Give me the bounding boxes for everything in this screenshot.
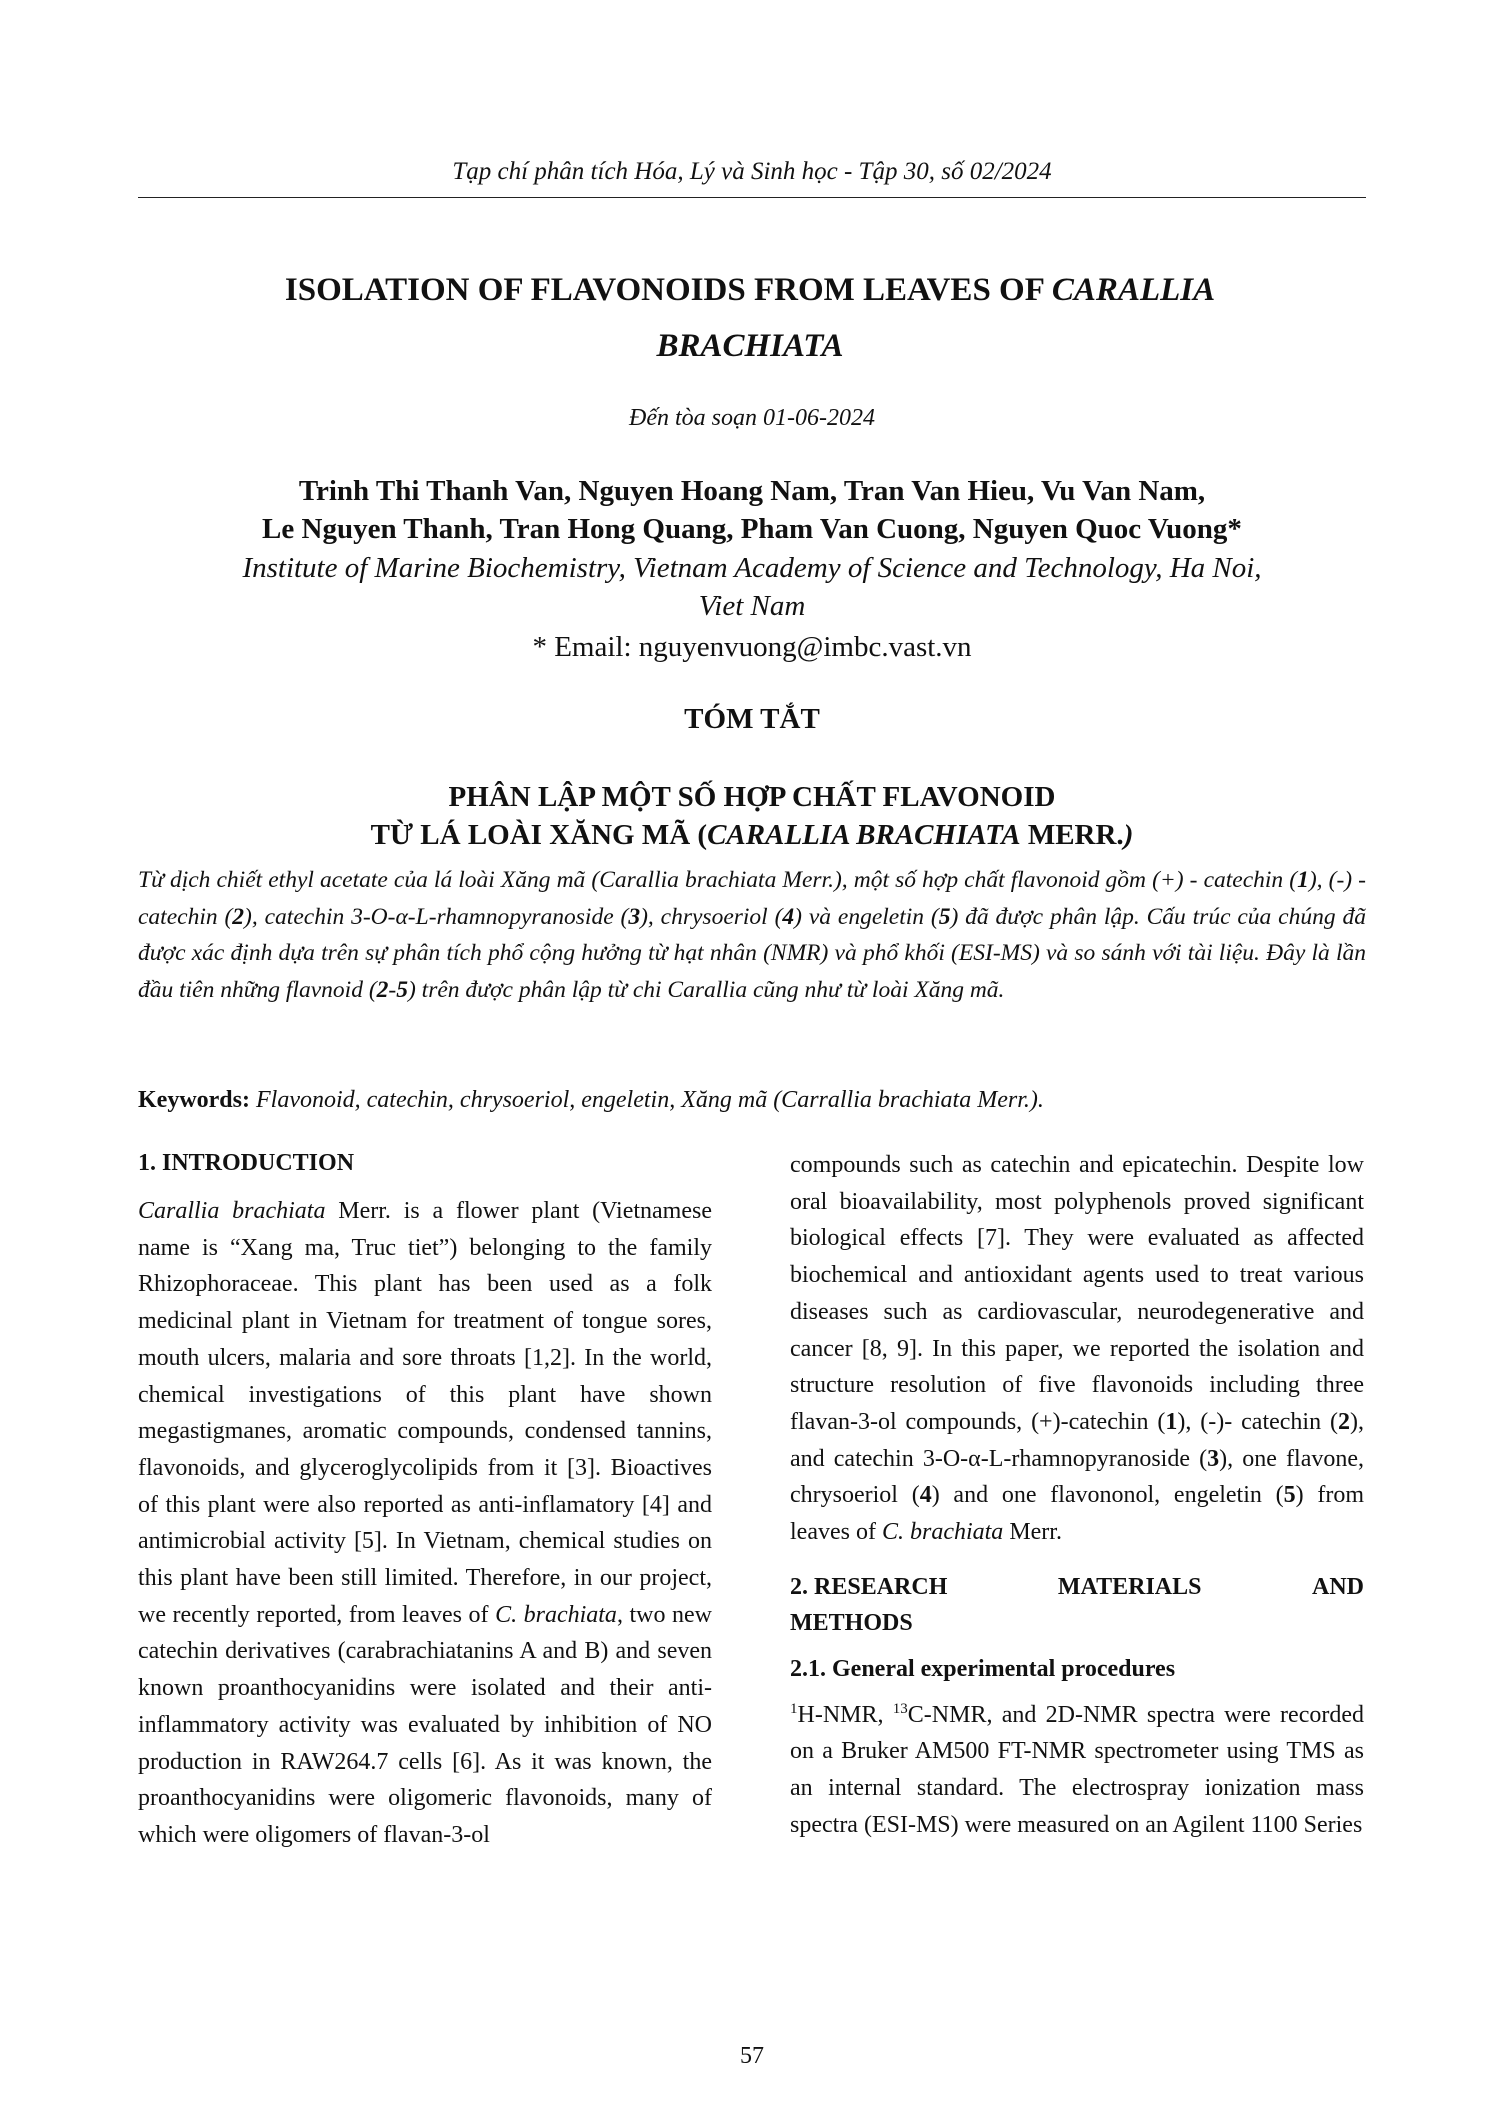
- authors-line2: Le Nguyen Thanh, Tran Hong Quang, Pham Van Cuong, Nguyen Quoc Vuong*: [262, 513, 1242, 545]
- authors-line1: Trinh Thi Thanh Van, Nguyen Hoang Nam, Tran Van Hieu, Vu Van Nam,: [298, 475, 1206, 507]
- compound-number: 5: [1283, 1482, 1296, 1509]
- body-run: , two new catechin derivatives (carabrachiatanins A and B) and seven known proanthocyanidins were isolated and their anti-inflammatory activity was evaluated by inhibition of NO production in RAW264.7 cells [6]. As it was known, the proanthocyanidins were oligomeric flavonoids, many of which were oligomers of flavan-3-ol: [138, 1601, 712, 1848]
- introduction-paragraph-part1: [138, 1193, 712, 1854]
- author-list: [138, 472, 1366, 548]
- abstract-run: ) trên được phân lập từ chi Carallia cũng như từ loài Xăng mã.: [407, 976, 1005, 1003]
- body-run: H-NMR,: [797, 1701, 893, 1728]
- abstract-run: Từ dịch chiết ethyl acetate của lá loài Xăng mã (Carallia brachiata Merr.), một số hợp chất flavonoid gồm (+) - catechin (: [138, 867, 1298, 893]
- section-heading-methods: [790, 1569, 1364, 1641]
- paper-title: [160, 262, 1340, 374]
- abstract-run: ), catechin 3-O-α-L-rhamnopyranoside (: [244, 903, 629, 930]
- title-line2-italic: BRACHIATA: [656, 328, 844, 364]
- compound-number: 2: [232, 903, 245, 930]
- compound-number: 1: [1165, 1408, 1178, 1435]
- compound-number: 2: [1338, 1408, 1350, 1435]
- vn-title-line2-italic: CARALLIA BRACHIATA: [707, 819, 1021, 851]
- body-run: C-NMR, and 2D-NMR spectra were recorded on a Bruker AM500 FT-NMR spectrometer using TMS as an internal standard. The electrospray ionization mass spectra (ESI-MS) were measured on an Agilent 1100 Series: [790, 1701, 1364, 1838]
- body-run: ), and catechin 3-O-α-L-rhamnopyranoside (: [790, 1408, 1364, 1472]
- running-header: Tạp chí phân tích Hóa, Lý và Sinh học - Tập 30, số 02/2024: [452, 158, 1052, 185]
- body-run: ), one flavone, chrysoeriol (: [790, 1445, 1365, 1509]
- corresponding-email: * Email: nguyenvuong@imbc.vast.vn: [532, 631, 972, 663]
- vn-title-line1: PHÂN LẬP MỘT SỐ HỢP CHẤT FLAVONOID: [448, 781, 1056, 813]
- heading-word: METHODS: [790, 1609, 913, 1636]
- title-line1-italic: CARALLIA: [1051, 272, 1216, 308]
- affiliation: [138, 549, 1366, 625]
- species-name: Carallia brachiata: [138, 1198, 326, 1224]
- methods-paragraph: [790, 1697, 1364, 1844]
- compound-number: 5: [396, 976, 408, 1003]
- body-column-right: [790, 1147, 1364, 1844]
- body-column-left: [138, 1145, 712, 1854]
- abstract-run: -: [388, 976, 397, 1003]
- body-run: compounds such as catechin and epicatechin. Despite low oral bioavailability, most polyphenols proved significant biological effects [7]. They were evaluated as affected biochemical and antioxidant agents used to treat various diseases such as cardiovascular, neurodegenerative and cancer [8, 9]. In this paper, we reported the isolation and structure resolution of five flavonoids including three flavan-3-ol compounds, (+)-catechin (: [790, 1152, 1364, 1435]
- heading-word: MATERIALS: [1057, 1573, 1202, 1600]
- received-date: Đến tòa soạn 01-06-2024: [629, 405, 875, 431]
- heading-word: AND: [1312, 1573, 1364, 1600]
- keywords-label: Keywords:: [138, 1087, 250, 1113]
- heading-word: 2. RESEARCH: [790, 1573, 948, 1600]
- abstract-text: [138, 862, 1366, 1008]
- compound-number: 2: [376, 976, 389, 1003]
- compound-number: 5: [938, 903, 951, 930]
- vn-title-line2-mid: MERR.: [1020, 819, 1124, 851]
- species-name: C. brachiata: [881, 1519, 1004, 1546]
- header-rule: [138, 197, 1366, 198]
- page-number: 57: [740, 2043, 764, 2069]
- body-run: ) from leaves of: [790, 1482, 1364, 1546]
- isotope-superscript: 1: [790, 1700, 798, 1717]
- vietnamese-title: [138, 778, 1366, 854]
- compound-number: 4: [919, 1482, 932, 1509]
- compound-number: 1: [1297, 867, 1309, 893]
- compound-number: 3: [628, 903, 641, 930]
- abstract-heading: TÓM TẮT: [684, 703, 820, 735]
- keywords-text: Flavonoid, catechin, chrysoeriol, engeletin, Xăng mã (Carrallia brachiata Merr.).: [249, 1087, 1044, 1113]
- section-heading-introduction: 1. INTRODUCTION: [138, 1150, 355, 1176]
- vn-title-line2-end: ): [1123, 819, 1134, 851]
- body-run: Merr. is a flower plant (Vietnamese name is “Xang ma, Truc tiet”) belonging to the family Rhizophoraceae. This plant has been used as a folk medicinal plant in Vietnam for treatment of tongue sores, mouth ulcers, malaria and sore throats [1,2]. In the world, chemical investigations of this plant have shown megastigmanes, aromatic compounds, condensed tannins, flavonoids, and glyceroglycolipids from it [3]. Bioactives of this plant were also reported as anti-inflamatory [4] and antimicrobial activity [5]. In Vietnam, chemical studies on this plant have been still limited. Therefore, in our project, we recently reported, from leaves of: [138, 1198, 712, 1628]
- subsection-heading-general-procedures: 2.1. General experimental procedures: [790, 1655, 1176, 1682]
- body-run: Merr.: [1003, 1519, 1062, 1546]
- affiliation-line1: Institute of Marine Biochemistry, Vietnam Academy of Science and Technology, Ha Noi,: [242, 552, 1262, 584]
- species-name: C. brachiata: [495, 1601, 617, 1628]
- body-run: ), (-)- catechin (: [1177, 1408, 1338, 1435]
- body-run: ) and one flavononol, engeletin (: [931, 1482, 1284, 1509]
- abstract-run: ), (-) - catechin (: [138, 867, 1366, 930]
- abstract-run: ) đã được phân lập. Cấu trúc của chúng đã được xác định dựa trên sự phân tích phổ cộng hưởng từ hạt nhân (NMR) và phổ khối (ESI-MS) và so sánh với tài liệu. Đây là lần đầu tiên những flavnoid (: [138, 903, 1366, 1003]
- compound-number: 3: [1207, 1445, 1220, 1472]
- title-line1-prefix: ISOLATION OF FLAVONOIDS FROM LEAVES OF: [284, 272, 1044, 308]
- introduction-paragraph-part2: [790, 1147, 1364, 1551]
- abstract-run: ), chrysoeriol (: [640, 903, 783, 930]
- compound-number: 4: [782, 903, 795, 930]
- affiliation-line2: Viet Nam: [698, 590, 806, 622]
- isotope-superscript: 13: [892, 1700, 908, 1717]
- abstract-run: ) và engeletin (: [794, 903, 939, 930]
- keywords: [138, 1083, 1366, 1117]
- vn-title-line2-prefix: TỪ LÁ LOÀI XĂNG MÃ (: [370, 819, 708, 851]
